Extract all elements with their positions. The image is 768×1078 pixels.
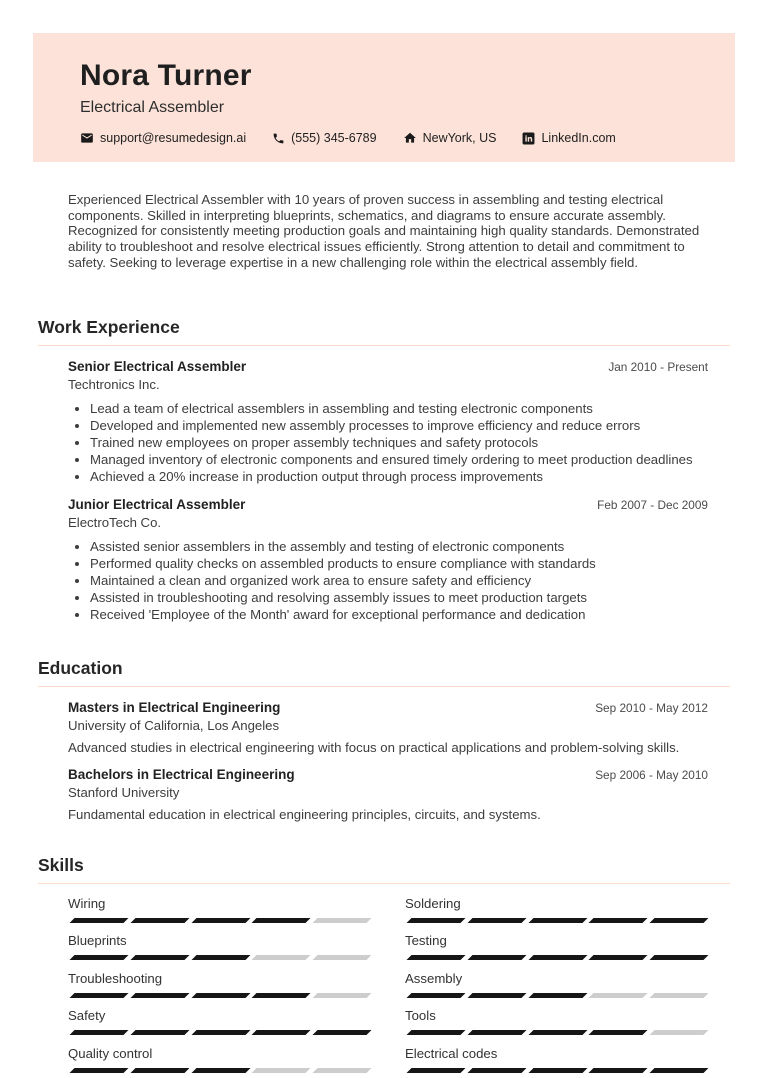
person-name: Nora Turner [80, 59, 252, 92]
education-description: Fundamental education in electrical engineering principles, circuits, and systems. [68, 806, 541, 822]
job-bullet: • Managed inventory of electronic components and ensured timely ordering to meet production deadlines [90, 452, 708, 468]
skill-level-bar [405, 955, 710, 960]
skill-bar-segment [467, 993, 526, 998]
job-bullet: • Performed quality checks on assembled products to ensure compliance with standards [90, 556, 708, 572]
education-entry [38, 767, 730, 823]
person-job-title: Electrical Assembler [80, 99, 225, 117]
section-work-experience [38, 317, 730, 624]
contact-linkedin [522, 131, 615, 145]
skill-bar-segment [650, 918, 709, 923]
skill-bar-segment [130, 993, 189, 998]
skill-bar-segment [313, 1068, 372, 1073]
skill-level-bar [68, 1030, 373, 1035]
skill-name: Tools [405, 1008, 436, 1024]
skills-grid [38, 884, 730, 1078]
skill-bar-segment [70, 1068, 129, 1073]
skill-bar-segment [467, 955, 526, 960]
skill-bar-segment [589, 918, 648, 923]
skill-bar-segment [313, 1030, 372, 1035]
skill-bar-segment [467, 1068, 526, 1073]
skill-bar-segment [130, 1030, 189, 1035]
contact-linkedin-text: LinkedIn.com [541, 131, 616, 146]
job-bullet: • Developed and implemented new assembly processes to improve efficiency and reduce errors [90, 418, 708, 434]
skill-bar-segment [252, 1068, 311, 1073]
skill-bar-segment [130, 955, 189, 960]
education-entry-header [68, 767, 708, 782]
job-bullet: • Achieved a 20% increase in production output through process improvements [90, 469, 708, 485]
school-name: Stanford University [68, 784, 180, 800]
skill-bar-segment [130, 1068, 189, 1073]
degree-title: Masters in Electrical Engineering [68, 699, 281, 715]
skill-bar-segment [467, 918, 526, 923]
job-bullet: • Assisted senior assemblers in the assembly and testing of electronic components [90, 539, 708, 555]
skill-item [68, 896, 373, 923]
resume-header [33, 33, 735, 162]
linkedin-icon [522, 132, 535, 145]
resume-body [38, 192, 730, 1078]
skill-bar-segment [589, 1068, 648, 1073]
skill-level-bar [68, 955, 373, 960]
job-company: Techtronics Inc. [68, 376, 160, 392]
job-bullet-list [68, 401, 708, 486]
job-entry [38, 497, 730, 624]
skill-level-bar [68, 918, 373, 923]
skill-item [405, 896, 710, 923]
skill-bar-segment [407, 955, 466, 960]
contact-row [80, 131, 688, 145]
skill-item [405, 971, 710, 998]
skill-bar-segment [313, 918, 372, 923]
skill-item [405, 1046, 710, 1073]
skill-bar-segment [589, 993, 648, 998]
skill-name: Wiring [68, 895, 106, 911]
skill-bar-segment [650, 955, 709, 960]
contact-phone-text: (555) 345-6789 [291, 131, 377, 146]
skill-bar-segment [313, 993, 372, 998]
skill-name: Soldering [405, 895, 461, 911]
skill-bar-segment [407, 1068, 466, 1073]
skill-bar-segment [528, 955, 587, 960]
school-name: University of California, Los Angeles [68, 717, 280, 733]
job-bullet: • Received 'Employee of the Month' award for exceptional performance and dedication [90, 607, 708, 623]
job-bullet: • Trained new employees on proper assembly techniques and safety protocols [90, 435, 708, 451]
job-role: Junior Electrical Assembler [68, 496, 246, 512]
skill-bar-segment [589, 955, 648, 960]
email-icon [80, 131, 94, 145]
home-icon [403, 131, 417, 145]
skills-column-right [405, 896, 710, 1078]
skill-bar-segment [70, 918, 129, 923]
skill-level-bar [405, 1030, 710, 1035]
skill-name: Troubleshooting [68, 970, 163, 986]
skill-bar-segment [70, 993, 129, 998]
skill-level-bar [405, 1068, 710, 1073]
skill-bar-segment [70, 955, 129, 960]
job-dates: Feb 2007 - Dec 2009 [597, 497, 708, 512]
job-bullet: • Lead a team of electrical assemblers in assembling and testing electronic components [90, 401, 708, 417]
skill-bar-segment [467, 1030, 526, 1035]
job-entry-header [68, 359, 708, 374]
skill-bar-segment [191, 918, 250, 923]
skill-bar-segment [650, 1030, 709, 1035]
degree-title: Bachelors in Electrical Engineering [68, 766, 295, 782]
skill-bar-segment [191, 1068, 250, 1073]
skill-bar-segment [407, 993, 466, 998]
skill-bar-segment [650, 993, 709, 998]
skill-bar-segment [528, 1068, 587, 1073]
education-entry-header [68, 700, 708, 715]
skill-item [68, 1046, 373, 1073]
skill-bar-segment [528, 918, 587, 923]
skills-column-left [68, 896, 373, 1078]
skill-bar-segment [313, 955, 372, 960]
skill-bar-segment [191, 993, 250, 998]
skill-name: Electrical codes [405, 1045, 498, 1061]
job-company: ElectroTech Co. [68, 514, 162, 530]
skill-name: Assembly [405, 970, 463, 986]
skill-name: Quality control [68, 1045, 153, 1061]
skill-item [405, 933, 710, 960]
skill-bar-segment [589, 1030, 648, 1035]
contact-email [80, 131, 246, 145]
job-bullet: • Assisted in troubleshooting and resolving assembly issues to meet production targets [90, 590, 708, 606]
skill-bar-segment [528, 1030, 587, 1035]
summary-text: Experienced Electrical Assembler with 10 years of proven success in assembling and testing electrical components. Skilled in interpreting blueprints, schematics, and diagrams to ensure accurate assembly. Recognized for consistently meeting production goals and maintaining high quality standards. Demonstrated ability to troubleshoot and resolve electrical issues efficiently. Strong attention to detail and commitment to safety. Seeking to leverage expertise in a new challenging role within the electrical assembly field. [68, 192, 700, 270]
contact-email-text: support@resumedesign.ai [100, 131, 247, 146]
skill-item [68, 1008, 373, 1035]
skill-level-bar [405, 993, 710, 998]
education-description: Advanced studies in electrical engineering with focus on practical applications and problem-solving skills. [68, 739, 680, 755]
education-entry [38, 700, 730, 756]
contact-phone [272, 131, 376, 145]
education-dates: Sep 2010 - May 2012 [595, 700, 708, 715]
skills-heading: Skills [38, 855, 730, 884]
skill-level-bar [68, 1068, 373, 1073]
job-role: Senior Electrical Assembler [68, 358, 247, 374]
skill-bar-segment [252, 918, 311, 923]
skill-name: Safety [68, 1008, 106, 1024]
skill-bar-segment [70, 1030, 129, 1035]
skill-item [68, 933, 373, 960]
skill-bar-segment [528, 993, 587, 998]
skill-item [68, 971, 373, 998]
job-bullet: • Maintained a clean and organized work area to ensure safety and efficiency [90, 573, 708, 589]
skill-item [405, 1008, 710, 1035]
skill-bar-segment [252, 955, 311, 960]
skill-level-bar [405, 918, 710, 923]
work-experience-heading: Work Experience [38, 317, 730, 346]
contact-location [403, 131, 497, 145]
skill-bar-segment [407, 1030, 466, 1035]
section-skills [38, 855, 730, 1078]
contact-location-text: NewYork, US [422, 131, 497, 146]
education-dates: Sep 2006 - May 2010 [595, 767, 708, 782]
skill-bar-segment [191, 1030, 250, 1035]
skill-bar-segment [191, 955, 250, 960]
job-bullet-list [68, 539, 708, 624]
section-education [38, 658, 730, 823]
skill-bar-segment [130, 918, 189, 923]
skill-bar-segment [252, 1030, 311, 1035]
skill-bar-segment [407, 918, 466, 923]
job-entry [38, 359, 730, 486]
skill-bar-segment [252, 993, 311, 998]
job-entry-header [68, 497, 708, 512]
education-heading: Education [38, 658, 730, 687]
phone-icon [272, 132, 285, 145]
skill-bar-segment [650, 1068, 709, 1073]
job-dates: Jan 2010 - Present [608, 359, 708, 374]
skill-level-bar [68, 993, 373, 998]
skill-name: Blueprints [68, 933, 127, 949]
skill-name: Testing [405, 933, 447, 949]
